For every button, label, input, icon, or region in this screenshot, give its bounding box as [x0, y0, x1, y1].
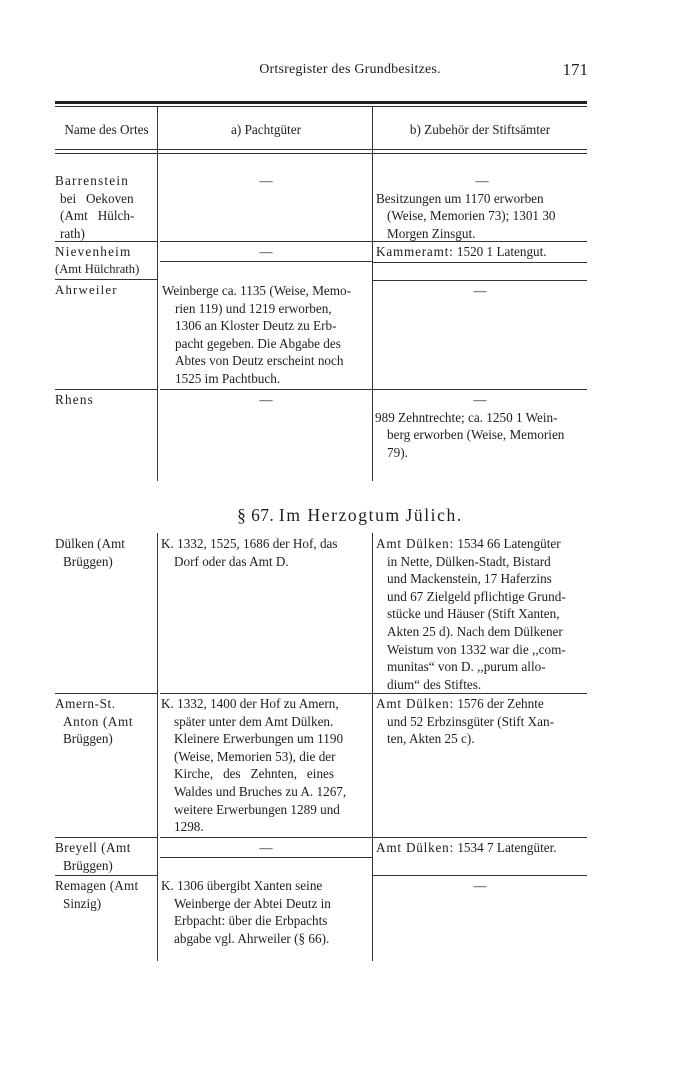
place-line: Remagen (Amt: [55, 878, 139, 893]
place-cell: Rhens: [55, 392, 94, 407]
zubehoer-line: und 52 Erbzinsgüter (Stift Xan-: [387, 713, 555, 729]
office-label: Amt Dülken:: [376, 840, 455, 855]
zubehoer-line: und Mackenstein, 17 Haferzins: [387, 571, 552, 587]
place-cell: [55, 839, 155, 874]
column-divider: [372, 533, 373, 961]
pacht-line: 1298.: [174, 819, 204, 835]
place-cell: [55, 535, 155, 570]
pacht-cell: [161, 695, 372, 836]
zubehoer-line: Morgen Zinsgut.: [387, 225, 476, 241]
zubehoer-line: Weistum von 1332 war die ,,com-: [387, 641, 566, 657]
pacht-line: rien 119) und 1219 erworben,: [175, 300, 332, 316]
column-header-zubehoer: b) Zubehör der Stiftsämter: [409, 122, 551, 137]
pacht-line: Erbpacht: über die Erbpachts: [174, 913, 328, 929]
zubehoer-line: 1576 der Zehnte: [457, 696, 544, 711]
column-header-place: Name des Ortes: [64, 122, 149, 137]
place-cell: [55, 695, 155, 748]
section-title-place: Jülich.: [405, 505, 463, 525]
place-cell: Ahrweiler: [55, 283, 118, 297]
zubehoer-cell: [376, 839, 588, 857]
zubehoer-line: Akten 25 d). Nach dem Dülkener: [387, 623, 563, 639]
place-line: Amern-St.: [55, 696, 116, 711]
pacht-line: 1525 im Pachtbuch.: [175, 370, 281, 386]
row-rule: [160, 261, 372, 262]
row-rule: [373, 389, 587, 390]
place-line: Anton (Amt: [63, 713, 134, 729]
place-cell: [55, 243, 155, 278]
zubehoer-line: und 67 Zielgeld pflichtige Grund-: [387, 588, 566, 604]
place-cell: [55, 172, 155, 242]
pacht-line: K. 1332, 1525, 1686 der Hof, das: [161, 536, 338, 551]
row-rule: [373, 875, 587, 876]
pacht-line: Abtes von Deutz erscheint noch: [175, 353, 344, 369]
place-line: Nievenheim: [55, 244, 132, 259]
zubehoer-line: 989 Zehntrechte; ca. 1250 1 Wein-: [375, 409, 558, 425]
row-rule: [55, 241, 158, 242]
row-rule: [55, 693, 158, 694]
row-rule: [160, 241, 372, 242]
row-rule: [55, 389, 158, 390]
section-heading: [0, 505, 700, 526]
running-title: Ortsregister des Grundbesitzes.: [259, 62, 441, 77]
place-line: Dülken (Amt: [55, 536, 125, 551]
zubehoer-cell: [376, 695, 588, 748]
row-rule: [373, 241, 587, 242]
zubehoer-cell: —: [473, 283, 487, 298]
row-rule: [55, 279, 158, 280]
pacht-line: K. 1332, 1400 der Hof zu Amern,: [161, 696, 339, 711]
place-cell: [55, 877, 155, 912]
row-rule: [55, 875, 158, 876]
zubehoer-cell: [376, 172, 588, 242]
pacht-line: pacht gegeben. Die Abgabe des: [175, 335, 341, 351]
zubehoer-line: stücke und Häuser (Stift Xanten,: [387, 606, 560, 622]
place-line: Barrenstein: [55, 173, 129, 188]
pacht-cell: —: [259, 840, 273, 855]
zubehoer-line: 1534 7 Latengüter.: [457, 840, 557, 855]
zubehoer-line: munitas“ von D. ,,purum allo-: [387, 659, 546, 675]
place-line: Brüggen): [63, 553, 113, 569]
page-number: 171: [562, 60, 588, 79]
column-divider: [157, 533, 158, 961]
zubehoer-line: (Weise, Memorien 73); 1301 30: [387, 208, 556, 224]
zubehoer-line: in Nette, Dülken-Stadt, Bistard: [387, 553, 551, 569]
row-rule: [160, 837, 372, 838]
column-header-pacht: a) Pachtgüter: [231, 122, 301, 137]
pacht-line: Kirche, des Zehnten, eines: [174, 766, 335, 782]
zubehoer-line: Besitzungen um 1170 erworben: [376, 190, 544, 206]
pacht-line: später unter dem Amt Dülken.: [174, 713, 334, 729]
pacht-line: Dorf oder das Amt D.: [174, 553, 289, 569]
row-rule: [373, 837, 587, 838]
pacht-line: weitere Erwerbungen 1289 und: [174, 801, 340, 817]
office-label: Amt Dülken:: [376, 536, 455, 551]
zubehoer-line: 1534 66 Latengüter: [457, 536, 561, 551]
table-top-rule-thin: [55, 106, 587, 107]
zubehoer-cell: [376, 535, 588, 693]
pacht-cell: [161, 877, 372, 947]
section-title: Im Herzogtum: [278, 505, 401, 525]
row-rule: [160, 857, 372, 858]
place-line: bei Oekoven: [60, 190, 134, 206]
pacht-cell: [161, 535, 372, 570]
row-rule: [373, 693, 587, 694]
zubehoer-line: ten, Akten 25 c).: [387, 731, 475, 747]
place-line: Brüggen): [63, 731, 113, 747]
pacht-line: 1306 an Kloster Deutz zu Erb-: [175, 318, 337, 334]
pacht-cell: —: [259, 392, 273, 407]
zubehoer-line: berg erworben (Weise, Memorien: [387, 427, 565, 443]
pacht-line: Weinberge ca. 1135 (Weise, Memo-: [162, 283, 352, 298]
row-rule: [373, 280, 587, 281]
place-line: Breyell (Amt: [55, 840, 131, 855]
section-number: § 67.: [237, 505, 275, 525]
place-line: (Amt Hülch-: [60, 208, 135, 224]
zubehoer-line: 79).: [387, 444, 408, 460]
row-rule: [160, 693, 372, 694]
zubehoer-cell: —: [473, 878, 487, 893]
pacht-line: Kleinere Erwerbungen um 1190: [174, 731, 344, 747]
table-top-rule: [55, 101, 587, 104]
pacht-line: Weinberge der Abtei Deutz in: [174, 895, 331, 911]
zubehoer-line: dium“ des Stiftes.: [387, 676, 482, 692]
place-line: (Amt Hülchrath): [55, 261, 140, 276]
header-rule: [55, 149, 587, 150]
place-line: rath): [60, 225, 85, 241]
place-line: Sinzig): [63, 895, 102, 911]
zubehoer-cell: [373, 391, 587, 461]
pacht-line: abgabe vgl. Ahrweiler (§ 66).: [174, 930, 330, 946]
place-line: Brüggen): [63, 857, 113, 873]
office-label: Amt Dülken:: [376, 696, 455, 711]
pacht-line: K. 1306 übergibt Xanten seine: [161, 878, 323, 893]
pacht-line: Waldes und Bruches zu A. 1267,: [174, 783, 347, 799]
office-label: Kammeramt:: [376, 244, 454, 259]
column-divider: [157, 106, 158, 481]
pacht-cell: —: [259, 173, 273, 188]
row-rule: [160, 389, 372, 390]
zubehoer-cell: [376, 243, 588, 261]
zubehoer-line: —: [475, 173, 489, 188]
header-rule-double: [55, 153, 587, 154]
pacht-cell: [162, 282, 372, 388]
zubehoer-line: —: [473, 392, 487, 407]
zubehoer-line: 1520 1 Latengut.: [456, 244, 547, 259]
row-rule: [55, 837, 158, 838]
pacht-cell: —: [259, 244, 273, 259]
pacht-line: (Weise, Memorien 53), die der: [174, 748, 336, 764]
row-rule: [373, 262, 587, 263]
